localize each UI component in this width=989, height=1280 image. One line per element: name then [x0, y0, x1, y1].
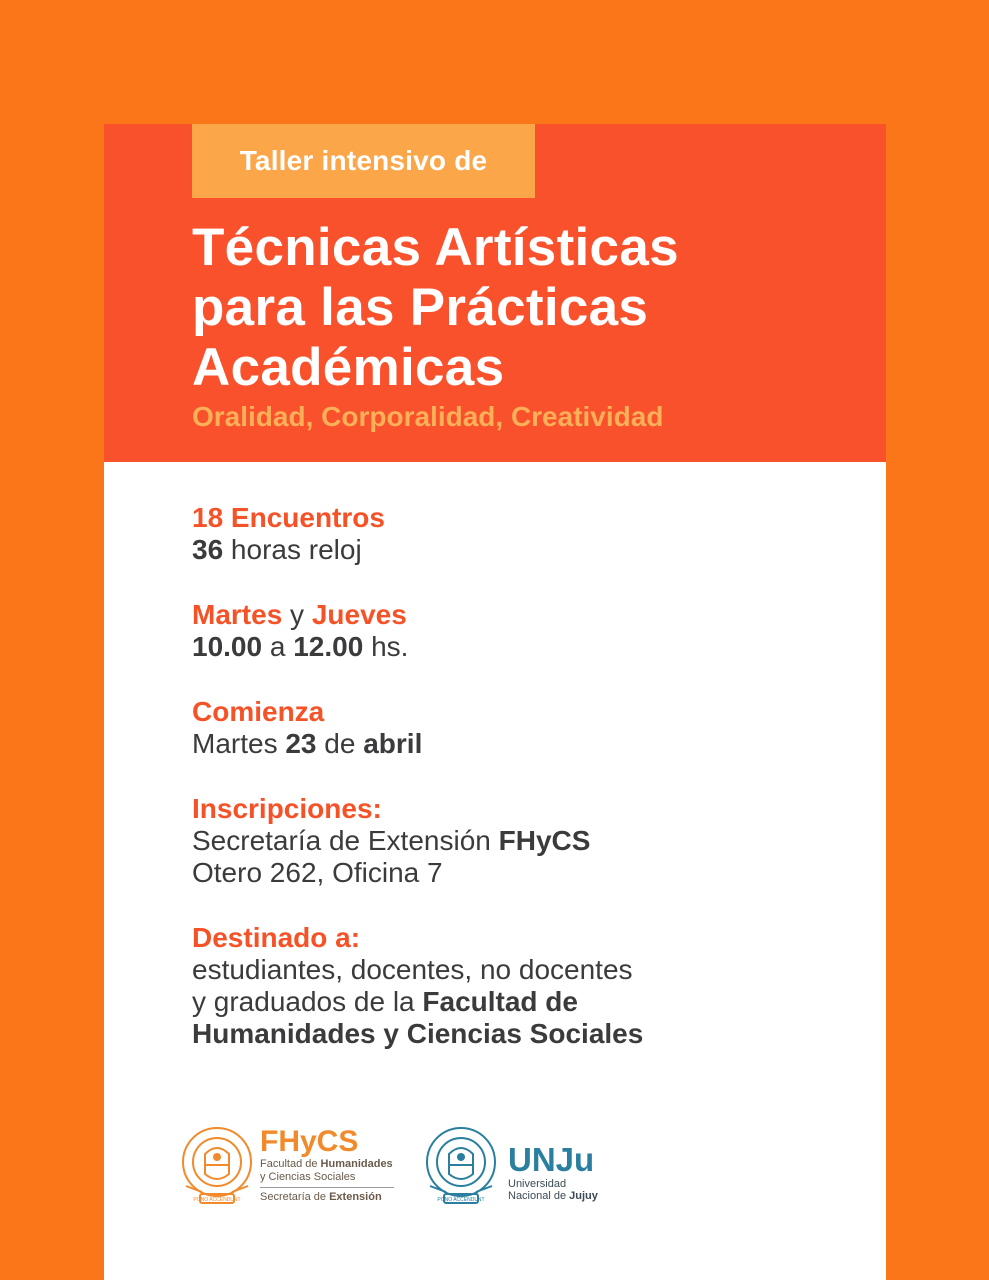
time-line — [192, 631, 852, 663]
kicker-label: Taller intensivo de — [192, 124, 535, 198]
title-line-2: para las Prácticas — [192, 278, 649, 337]
start-block — [192, 696, 852, 760]
day-1: Martes — [192, 599, 283, 630]
start-date-number: 23 — [285, 728, 317, 759]
fhycs-seal-icon — [180, 1120, 254, 1217]
unju-sub-2: Nacional de Jujuy — [508, 1190, 598, 1202]
poster-card — [104, 124, 886, 1280]
schedule-block — [192, 599, 852, 663]
days-conj: y — [282, 599, 312, 630]
start-label: Comienza — [192, 696, 325, 727]
registration-faculty: FHyCS — [498, 825, 591, 856]
registration-office: Secretaría de Extensión — [192, 825, 499, 856]
fhycs-divider — [260, 1187, 394, 1188]
audience-faculty-1: Facultad de — [422, 986, 578, 1017]
start-date-line — [192, 728, 852, 760]
time-end: 12.00 — [293, 631, 364, 662]
encuentros-block — [192, 502, 852, 566]
poster-subtitle: Oralidad, Corporalidad, Creatividad — [192, 401, 664, 432]
hours-number: 36 — [192, 534, 224, 565]
poster-title — [192, 218, 872, 398]
day-2: Jueves — [311, 599, 407, 630]
fhycs-sub-1: Facultad de Humanidades — [260, 1158, 393, 1170]
days-line — [192, 599, 852, 631]
registration-address: Otero 262, Oficina 7 — [192, 857, 443, 888]
fhycs-logo-text — [260, 1126, 394, 1204]
start-day: Martes — [192, 728, 286, 759]
audience-line-1: estudiantes, docentes, no docentes — [192, 954, 633, 985]
start-de: de — [316, 728, 364, 759]
audience-line-3: Humanidades y Ciencias Sociales — [192, 1018, 644, 1049]
audience-line-2 — [192, 986, 852, 1018]
svg-text:PONO ACCENDUNT: PONO ACCENDUNT — [193, 1197, 241, 1203]
registration-block — [192, 793, 852, 889]
fhycs-sub-2: y Ciencias Sociales — [260, 1171, 356, 1183]
title-line-3: Académicas — [192, 338, 505, 397]
fhycs-sub-3: Secretaría de Extensión — [260, 1191, 382, 1203]
time-suffix: hs. — [363, 631, 409, 662]
audience-label: Destinado a: — [192, 922, 361, 953]
hours-text: horas reloj — [223, 534, 362, 565]
registration-line-1 — [192, 825, 852, 857]
svg-text:PONO ACCENDUNT: PONO ACCENDUNT — [437, 1197, 485, 1203]
encuentros-label: 18 Encuentros — [192, 502, 385, 533]
time-start: 10.00 — [192, 631, 263, 662]
unju-sub-1: Universidad — [508, 1178, 567, 1190]
unju-name: UNJu — [508, 1141, 595, 1178]
registration-label: Inscripciones: — [192, 793, 382, 824]
unju-logo-text — [508, 1142, 598, 1202]
logos-row — [180, 1120, 680, 1216]
time-mid: a — [262, 631, 294, 662]
audience-block — [192, 922, 852, 1050]
hours-line — [192, 534, 852, 566]
start-month: abril — [363, 728, 423, 759]
poster-header — [104, 124, 886, 462]
unju-seal-icon — [424, 1120, 498, 1217]
details-section — [192, 502, 852, 1083]
title-line-1: Técnicas Artísticas — [192, 218, 679, 277]
audience-text: y graduados de la — [192, 986, 423, 1017]
fhycs-name: FHyCS — [260, 1125, 359, 1158]
